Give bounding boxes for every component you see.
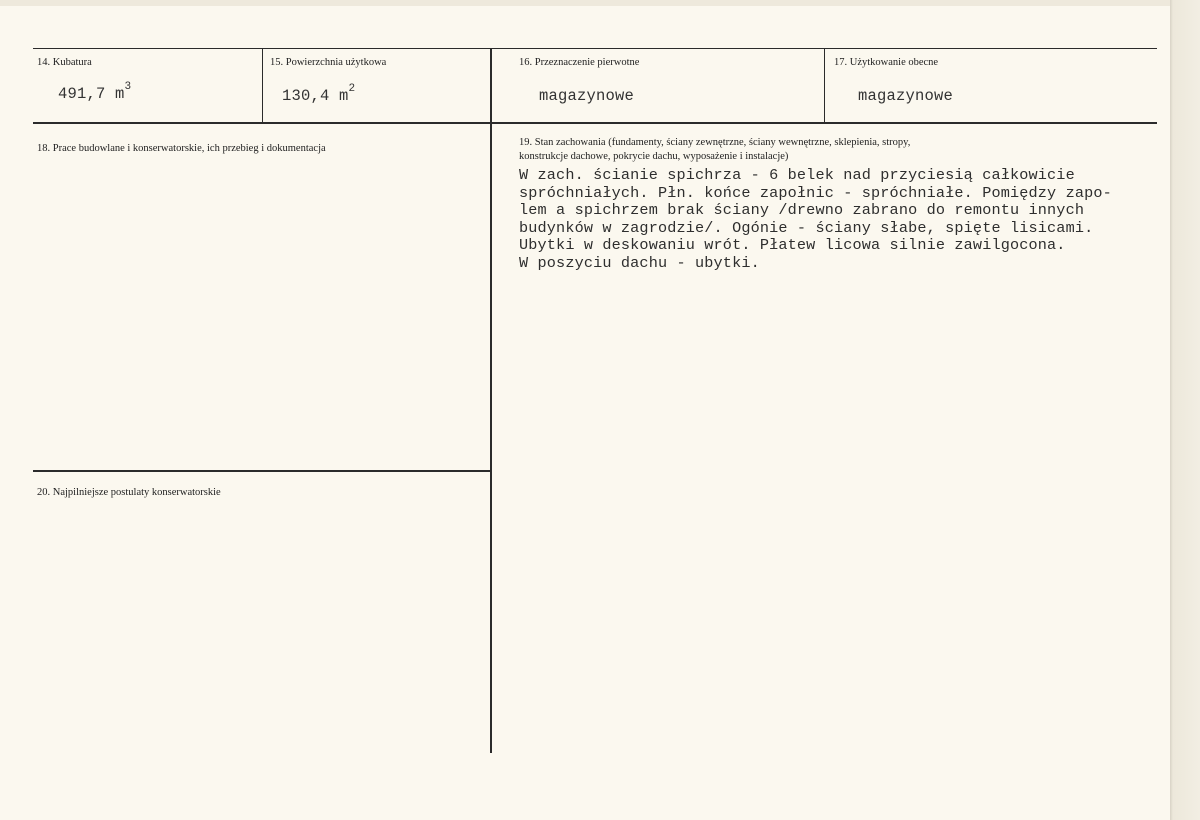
text-line: budynków w zagrodzie/. Ogónie - ściany słabe, spięte lisicami. [519,218,1094,237]
field-17-value: magazynowe [858,87,954,105]
rule-top [33,48,1157,49]
field-18-label: 18. Prace budowlane i konserwatorskie, ich przebieg i dokumentacja [37,143,326,154]
paper-top-edge [0,0,1200,6]
field-14-exponent: 3 [124,81,132,93]
paper-right-edge [1170,0,1200,820]
field-15-label: 15. Powierzchnia użytkowa [270,57,387,68]
rule-row1-bottom [33,122,1157,124]
rule-v-main [490,48,492,753]
field-19-text [519,167,1112,273]
field-15-value [282,83,356,106]
text-line: Ubytki w deskowaniu wrót. Płatew licowa silnie zawilgocona. [519,236,1066,255]
field-15-number: 130,4 m [282,87,349,106]
field-17-label: 17. Użytkowanie obecne [834,57,939,68]
text-line: spróchniałych. Płn. końce zapołnic - spróchniałe. Pomiędzy zapo- [519,183,1112,202]
text-line: lem a spichrzem brak ściany /drewno zabrano do remontu innych [519,201,1085,220]
text-line: W poszyciu dachu - ubytki. [519,253,760,272]
field-20-label: 20. Najpilniejsze postulaty konserwatorskie [37,487,221,498]
text-line: W zach. ścianie spichrza - 6 belek nad przyciesią całkowicie [519,166,1075,184]
field-19-label-line1: 19. Stan zachowania (fundamenty, ściany zewnętrzne, ściany wewnętrzne, sklepienia, stropy, [519,137,911,148]
rule-row2-split [33,470,491,472]
field-16-label: 16. Przeznaczenie pierwotne [519,57,640,68]
field-14-label: 14. Kubatura [37,57,92,68]
rule-v-14-15 [262,48,263,123]
field-14-value [58,81,132,104]
field-16-value: magazynowe [539,87,635,105]
field-19-label-line2: konstrukcje dachowe, pokrycie dachu, wyposażenie i instalacje) [519,151,789,162]
field-15-exponent: 2 [348,83,356,95]
field-14-number: 491,7 m [58,85,125,104]
rule-v-16-17 [824,48,825,123]
